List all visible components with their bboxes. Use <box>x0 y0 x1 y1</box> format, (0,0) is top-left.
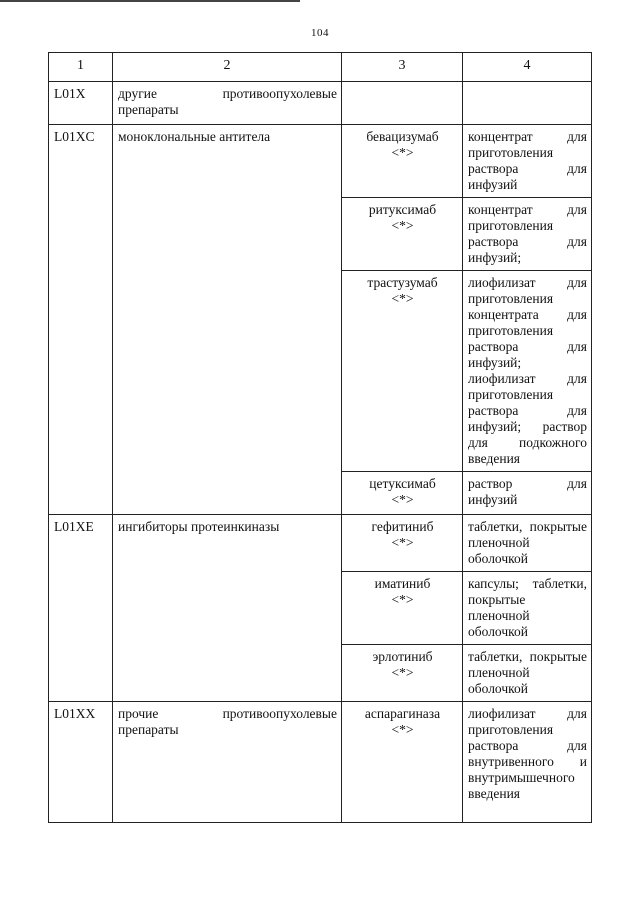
drug-name: гефитиниб <box>371 519 434 534</box>
atc-group-name: моноклональные антитела <box>113 125 342 515</box>
atc-group-name: прочие противоопухолевые препараты <box>113 702 342 823</box>
drug-name: цетуксимаб <box>369 476 436 491</box>
drug-mark: <*> <box>391 291 414 306</box>
drug-table <box>48 52 592 823</box>
column-header-1: 1 <box>49 53 113 82</box>
drug-mark: <*> <box>391 492 414 507</box>
drug-name: ритуксимаб <box>368 202 437 217</box>
atc-group-name: другие противоопухолевые препараты <box>113 82 342 125</box>
dosage-form: концентрат для приготовления раствора для инфузий <box>463 125 592 198</box>
table-row <box>49 125 592 198</box>
drug-mark: <*> <box>391 722 414 737</box>
dosage-form: лиофилизат для приготовления концентрата для приготовления раствора для инфузий; лиофилизат для приготовления раствора для инфузий; раствор для подкожного введения <box>463 271 592 472</box>
dosage-form: таблетки, покрытые пленочной оболочкой <box>463 515 592 572</box>
dosage-form: таблетки, покрытые пленочной оболочкой <box>463 645 592 702</box>
drug-mark: <*> <box>391 535 414 550</box>
dosage-form: концентрат для приготовления раствора для инфузий; <box>463 198 592 271</box>
drug-name-cell <box>342 271 463 472</box>
top-border-line <box>0 0 300 2</box>
drug-mark: <*> <box>391 145 414 160</box>
drug-name-cell <box>342 125 463 198</box>
table-row <box>49 515 592 572</box>
drug-name: аспарагиназа <box>364 706 441 721</box>
drug-name-cell <box>342 198 463 271</box>
drug-mark: <*> <box>391 218 414 233</box>
atc-code: L01XX <box>49 702 113 823</box>
drug-name: трастузумаб <box>367 275 438 290</box>
drug-name-cell <box>342 702 463 823</box>
drug-mark: <*> <box>391 665 414 680</box>
column-header-2: 2 <box>113 53 342 82</box>
page-number: 104 <box>311 27 329 39</box>
dosage-form: раствор для инфузий <box>463 472 592 515</box>
atc-code: L01XC <box>49 125 113 515</box>
empty-cell <box>463 82 592 125</box>
table-row <box>49 702 592 823</box>
table-row <box>49 82 592 125</box>
drug-name-cell <box>342 515 463 572</box>
dosage-form: лиофилизат для приготовления раствора для внутривенного и внутримышечного введения <box>463 702 592 823</box>
atc-group-name: ингибиторы протеинкиназы <box>113 515 342 702</box>
empty-cell <box>342 82 463 125</box>
atc-code: L01XE <box>49 515 113 702</box>
drug-name-cell <box>342 472 463 515</box>
atc-code: L01X <box>49 82 113 125</box>
column-header-3: 3 <box>342 53 463 82</box>
drug-name-cell <box>342 572 463 645</box>
drug-name-cell <box>342 645 463 702</box>
drug-name: эрлотиниб <box>372 649 433 664</box>
drug-name: бевацизумаб <box>366 129 439 144</box>
table-header-row <box>49 53 592 82</box>
drug-mark: <*> <box>391 592 414 607</box>
drug-name: иматиниб <box>374 576 431 591</box>
dosage-form: капсулы; таблетки, покрытые пленочной оболочкой <box>463 572 592 645</box>
column-header-4: 4 <box>463 53 592 82</box>
